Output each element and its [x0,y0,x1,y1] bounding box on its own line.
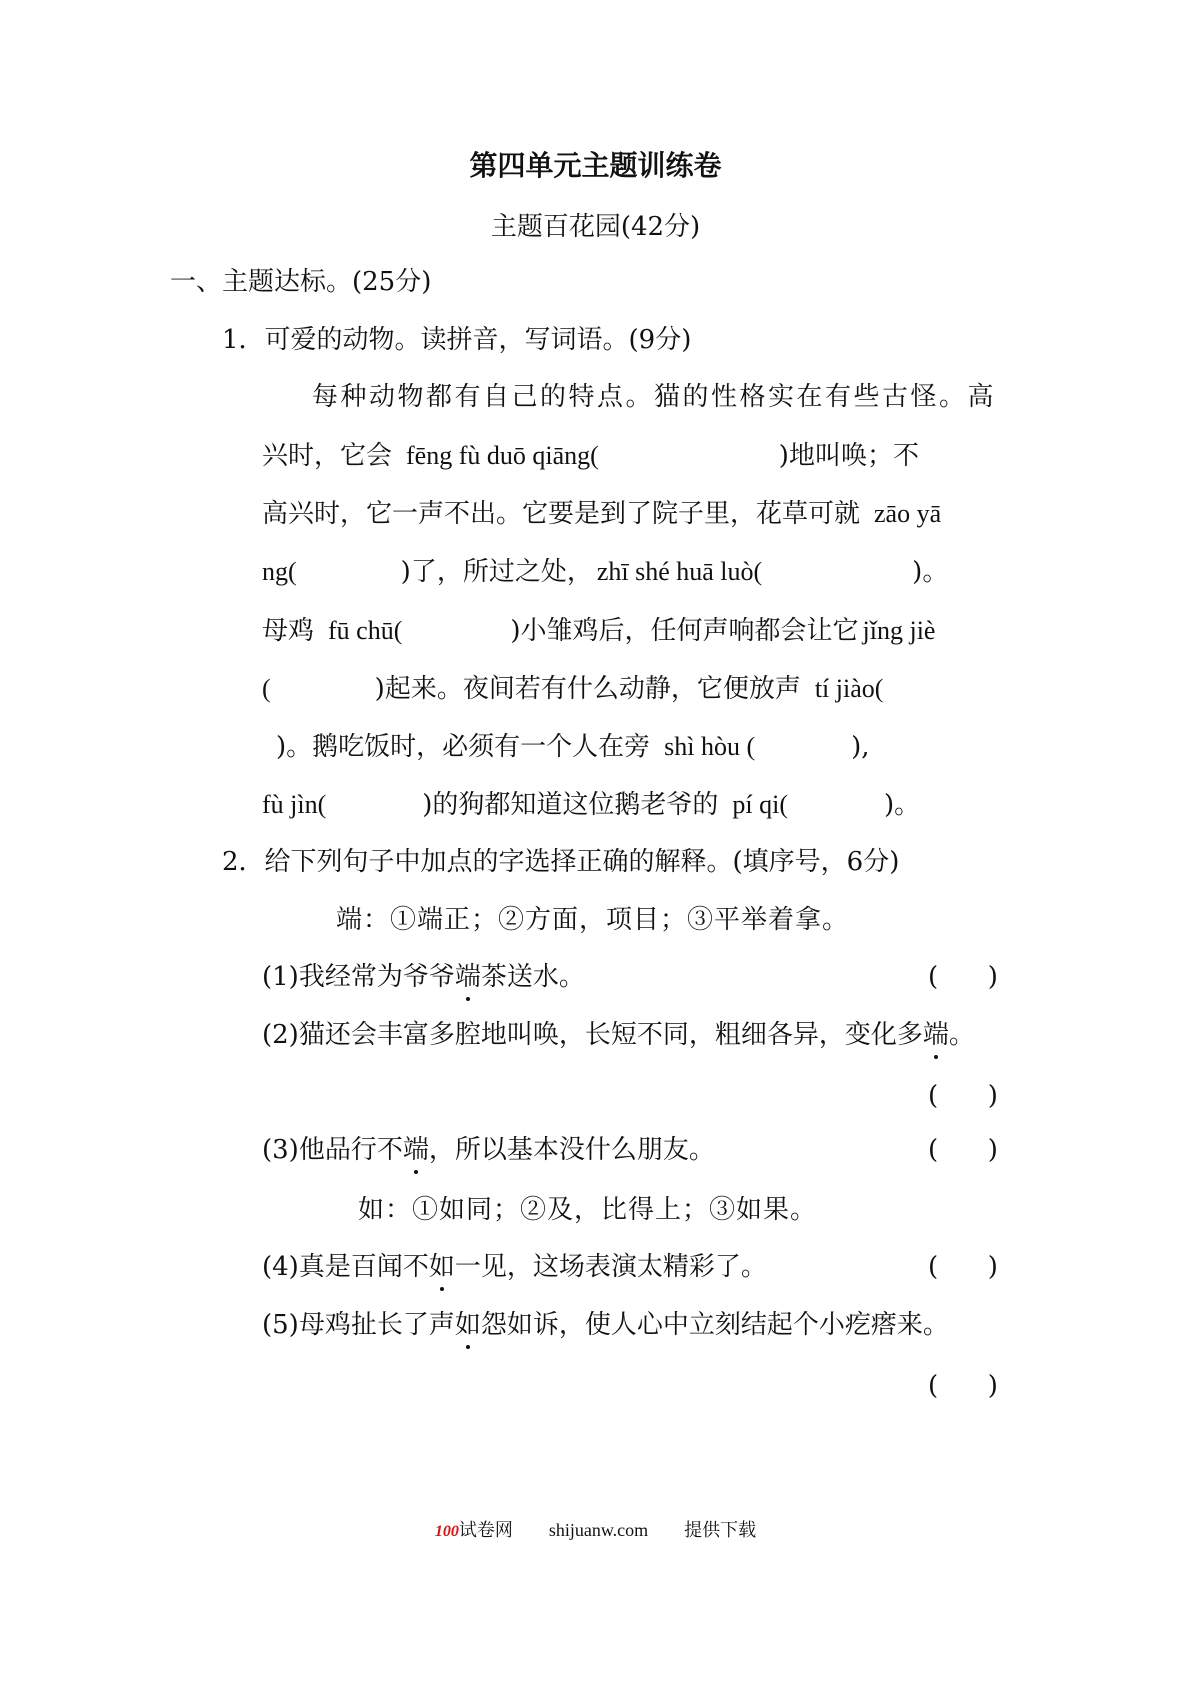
passage-text: 母鸡 [262,616,315,646]
answer-parentheses[interactable]: ( ) [928,1371,998,1401]
dotted-character: 端 [922,1020,949,1050]
passage-line-4 [262,556,948,588]
sentence-text: (2)猫还会丰富多腔地叫唤，长短不同，粗细各异，变化多 [262,1020,923,1050]
passage-text: )的狗都知道这位鹅老爷的 [422,790,719,820]
sentence-text: (5)母鸡扯长了声 [262,1310,455,1340]
passage-line-7 [276,731,870,763]
sentence-text: (3)他品行不 [262,1135,403,1165]
pinyin-prompt: ( [262,674,271,703]
sentence-text: ，所以基本没什么朋友。 [428,1135,715,1165]
passage-text: ), [851,732,870,762]
page-footer [0,1516,1191,1542]
pinyin-prompt: ng( [262,557,297,586]
pinyin-prompt: zhī shé huā luò( [596,557,763,586]
footer-note: 提供下载 [684,1520,757,1540]
sentence-5 [262,1309,949,1341]
pinyin-prompt: tí jiào( [814,674,884,703]
passage-text: )。鹅吃饭时，必须有一个人在旁 [276,732,651,762]
passage-text: 高兴时，它一声不出。它要是到了院子里，花草可就 [262,499,861,529]
dotted-character: 如 [428,1252,455,1282]
sentence-text: 一见，这场表演太精彩了。 [454,1252,767,1282]
site-logo: 100 [434,1523,459,1540]
page-subtitle: 主题百花园(42分) [490,212,701,242]
sentence-text: (4)真是百闻不 [262,1252,429,1282]
section-heading: 一、主题达标。(25分) [170,267,432,297]
passage-text: )起来。夜间若有什么动静，它便放声 [374,674,801,704]
sentence-text: 。 [948,1020,975,1050]
pinyin-prompt: shì hòu ( [664,732,756,761]
sentence-text: (1)我经常为爷爷 [262,962,455,992]
sentence-text: 怨如诉，使人心中立刻结起个小疙瘩来。 [480,1310,949,1340]
pinyin-prompt: fù jìn( [262,790,327,819]
site-name: 试卷网 [458,1520,513,1540]
dotted-character: 端 [402,1135,429,1165]
passage-text: 兴时，它会 [262,441,393,471]
answer-parentheses[interactable]: ( ) [928,1081,998,1111]
pinyin-prompt: fēng fù duō qiāng( [406,441,599,470]
pinyin-prompt: pí qi( [732,790,789,819]
passage-line-1: 每种动物都有自己的特点。猫的性格实在有些古怪。高 [312,382,997,412]
pinyin-prompt: jǐng jiè [862,616,936,645]
sentence-3 [262,1134,715,1166]
definition-duan: 端：①端正；②方面，项目；③平举着拿。 [336,905,850,935]
dotted-character: 如 [454,1310,481,1340]
passage-text: )地叫唤；不 [778,441,919,471]
page-title: 第四单元主题训练卷 [469,149,722,182]
sentence-4 [262,1251,767,1283]
passage-line-3 [262,498,941,530]
sentence-2 [262,1019,975,1051]
passage-text: )。 [884,790,921,820]
passage-line-8 [262,789,920,821]
pinyin-prompt: zāo yā [874,499,942,528]
passage-line-6 [262,673,883,705]
answer-parentheses[interactable]: ( ) [928,1252,998,1282]
question-1-title: 1．可爱的动物。读拼音，写词语。(9分) [222,325,692,355]
sentence-text: 茶送水。 [480,962,585,992]
answer-parentheses[interactable]: ( ) [928,1135,998,1165]
passage-text: )。 [912,557,949,587]
pinyin-prompt: fū chū( [328,616,403,645]
passage-text: )了，所过之处， [400,557,593,587]
sentence-1 [262,961,585,993]
site-url[interactable]: shijuanw.com [548,1520,649,1540]
passage-line-5 [262,615,935,647]
passage-line-2 [262,440,919,472]
dotted-character: 端 [454,962,481,992]
question-2-title: 2．给下列句子中加点的字选择正确的解释。(填序号，6分) [222,847,900,877]
passage-text: )小雏鸡后，任何声响都会让它 [510,616,859,646]
definition-ru: 如：①如同；②及，比得上；③如果。 [358,1195,818,1225]
answer-parentheses[interactable]: ( ) [928,962,998,992]
